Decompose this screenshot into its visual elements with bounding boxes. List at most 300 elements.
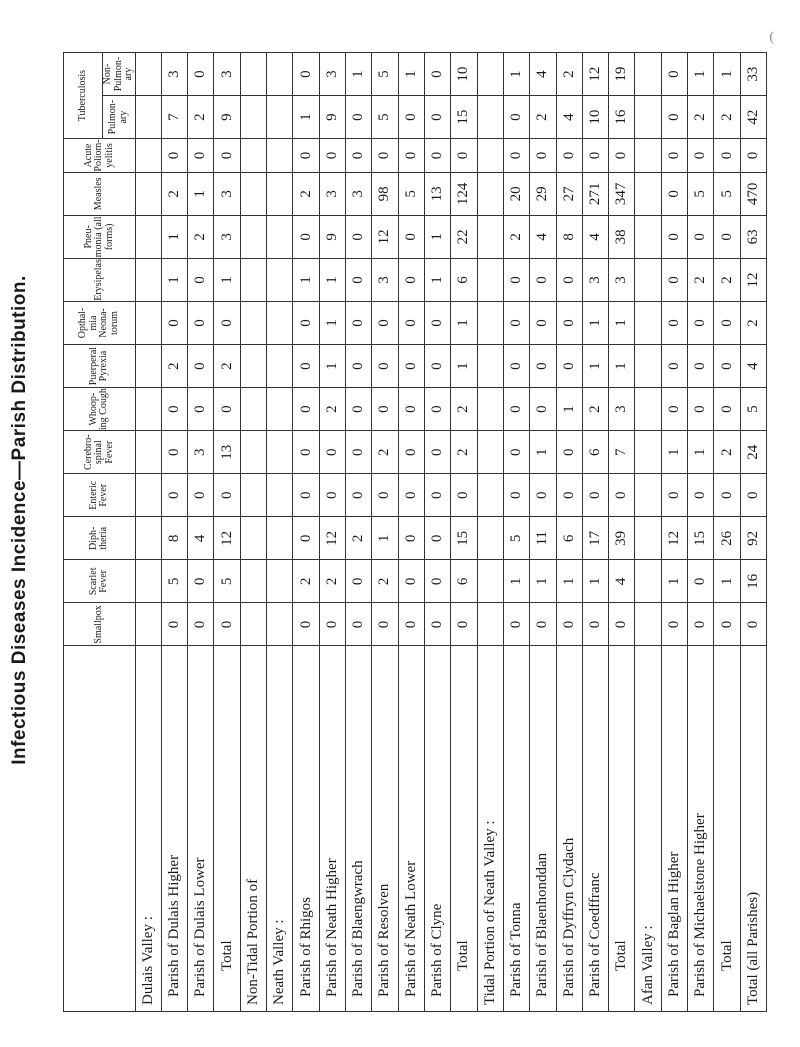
cell-enteric-fever: 0 xyxy=(530,474,556,517)
table-row xyxy=(451,53,477,1012)
cell-tb-pulmonary: 2 xyxy=(714,96,740,139)
cell-erysipelas: 1 xyxy=(424,258,450,301)
cell-whooping-cough: 3 xyxy=(609,388,635,431)
cell-pneumonia xyxy=(635,215,661,258)
cell-tb-pulmonary: 0 xyxy=(503,96,529,139)
cell-measles xyxy=(477,172,503,215)
cell-cerebrospinal-fever: 7 xyxy=(609,431,635,474)
cell-cerebrospinal-fever xyxy=(267,431,293,474)
cell-smallpox: 0 xyxy=(293,603,319,646)
cell-enteric-fever xyxy=(267,474,293,517)
cell-measles: 124 xyxy=(451,172,477,215)
cell-whooping-cough: 0 xyxy=(188,388,214,431)
cell-tb-non-pulmonary: 0 xyxy=(293,53,319,96)
cell-enteric-fever: 0 xyxy=(661,474,687,517)
cell-tb-non-pulmonary xyxy=(635,53,661,96)
cell-diphtheria: 15 xyxy=(451,517,477,560)
cell-diphtheria: 17 xyxy=(582,517,608,560)
cell-smallpox: 0 xyxy=(372,603,398,646)
cell-tb-non-pulmonary xyxy=(267,53,293,96)
table-row xyxy=(503,53,529,1012)
cell-whooping-cough xyxy=(135,388,161,431)
header-smallpox: Smallpox xyxy=(64,603,136,646)
cell-enteric-fever: 0 xyxy=(346,474,372,517)
cell-smallpox: 0 xyxy=(214,603,240,646)
cell-diphtheria: 12 xyxy=(319,517,345,560)
cell-diphtheria xyxy=(477,517,503,560)
row-label: Parish of Neath Higher xyxy=(319,646,345,1012)
cell-measles: 98 xyxy=(372,172,398,215)
cell-erysipelas: 6 xyxy=(451,258,477,301)
row-label: Parish of Dulais Lower xyxy=(188,646,214,1012)
side-title-text: Infectious Diseases Incidence—Parish Distribution. xyxy=(9,275,30,765)
cell-erysipelas xyxy=(135,258,161,301)
cell-diphtheria: 2 xyxy=(346,517,372,560)
row-label: Parish of Blaenhonddan xyxy=(530,646,556,1012)
cell-diphtheria xyxy=(267,517,293,560)
cell-erysipelas: 0 xyxy=(398,258,424,301)
cell-pneumonia xyxy=(135,215,161,258)
cell-smallpox: 0 xyxy=(609,603,635,646)
cell-measles xyxy=(635,172,661,215)
cell-tb-pulmonary xyxy=(135,96,161,139)
cell-pneumonia: 9 xyxy=(319,215,345,258)
cell-measles: 3 xyxy=(214,172,240,215)
cell-erysipelas: 3 xyxy=(609,258,635,301)
cell-tb-non-pulmonary: 3 xyxy=(319,53,345,96)
cell-acute-poliomyelitis: 0 xyxy=(398,139,424,173)
cell-pneumonia: 4 xyxy=(582,215,608,258)
cell-cerebrospinal-fever xyxy=(477,431,503,474)
cell-ophthalmia-neonatorum: 1 xyxy=(451,301,477,344)
cell-puerperal-pyrexia: 0 xyxy=(661,345,687,388)
cell-puerperal-pyrexia: 1 xyxy=(319,345,345,388)
cell-scarlet-fever: 2 xyxy=(293,560,319,603)
cell-acute-poliomyelitis: 0 xyxy=(609,139,635,173)
cell-erysipelas xyxy=(635,258,661,301)
row-label: Parish of Michaelstone Higher xyxy=(688,646,714,1012)
cell-smallpox: 0 xyxy=(319,603,345,646)
cell-pneumonia: 8 xyxy=(556,215,582,258)
table-row xyxy=(609,53,635,1012)
table-row xyxy=(661,53,687,1012)
cell-whooping-cough: 2 xyxy=(319,388,345,431)
cell-cerebrospinal-fever: 1 xyxy=(688,431,714,474)
cell-measles: 470 xyxy=(740,172,766,215)
cell-erysipelas: 3 xyxy=(372,258,398,301)
cell-ophthalmia-neonatorum: 1 xyxy=(319,301,345,344)
cell-measles: 29 xyxy=(530,172,556,215)
cell-diphtheria: 26 xyxy=(714,517,740,560)
cell-diphtheria: 1 xyxy=(372,517,398,560)
cell-tb-pulmonary xyxy=(477,96,503,139)
table-row xyxy=(267,53,293,1012)
cell-tb-pulmonary: 1 xyxy=(293,96,319,139)
cell-measles: 3 xyxy=(346,172,372,215)
row-label: Parish of Rhigos xyxy=(293,646,319,1012)
cell-measles: 5 xyxy=(714,172,740,215)
cell-tb-non-pulmonary xyxy=(477,53,503,96)
cell-enteric-fever: 0 xyxy=(714,474,740,517)
cell-cerebrospinal-fever: 0 xyxy=(503,431,529,474)
cell-diphtheria: 12 xyxy=(214,517,240,560)
cell-acute-poliomyelitis: 0 xyxy=(503,139,529,173)
cell-cerebrospinal-fever: 2 xyxy=(372,431,398,474)
cell-tb-non-pulmonary xyxy=(135,53,161,96)
cell-ophthalmia-neonatorum: 0 xyxy=(503,301,529,344)
cell-cerebrospinal-fever: 6 xyxy=(582,431,608,474)
cell-cerebrospinal-fever: 0 xyxy=(424,431,450,474)
cell-smallpox xyxy=(635,603,661,646)
cell-tb-pulmonary: 0 xyxy=(424,96,450,139)
cell-smallpox: 0 xyxy=(740,603,766,646)
cell-tb-pulmonary xyxy=(240,96,266,139)
cell-measles: 347 xyxy=(609,172,635,215)
cell-cerebrospinal-fever: 13 xyxy=(214,431,240,474)
cell-puerperal-pyrexia xyxy=(135,345,161,388)
cell-diphtheria: 0 xyxy=(398,517,424,560)
cell-smallpox: 0 xyxy=(714,603,740,646)
cell-ophthalmia-neonatorum: 0 xyxy=(424,301,450,344)
cell-tb-non-pulmonary: 0 xyxy=(424,53,450,96)
cell-ophthalmia-neonatorum xyxy=(240,301,266,344)
cell-acute-poliomyelitis: 0 xyxy=(346,139,372,173)
cell-diphtheria xyxy=(135,517,161,560)
cell-measles: 27 xyxy=(556,172,582,215)
cell-scarlet-fever: 1 xyxy=(714,560,740,603)
cell-tb-non-pulmonary: 1 xyxy=(714,53,740,96)
cell-puerperal-pyrexia xyxy=(240,345,266,388)
table-row xyxy=(477,53,503,1012)
cell-smallpox: 0 xyxy=(451,603,477,646)
cell-erysipelas: 12 xyxy=(740,258,766,301)
header-puerperal-pyrexia: Puerperal Pyrexia xyxy=(64,345,136,388)
cell-puerperal-pyrexia: 1 xyxy=(451,345,477,388)
cell-measles xyxy=(267,172,293,215)
cell-enteric-fever xyxy=(135,474,161,517)
row-label: Total xyxy=(214,646,240,1012)
cell-tb-pulmonary: 15 xyxy=(451,96,477,139)
cell-tb-pulmonary: 0 xyxy=(346,96,372,139)
cell-tb-non-pulmonary: 5 xyxy=(372,53,398,96)
cell-pneumonia: 4 xyxy=(530,215,556,258)
cell-enteric-fever: 0 xyxy=(188,474,214,517)
cell-cerebrospinal-fever: 0 xyxy=(398,431,424,474)
cell-puerperal-pyrexia: 0 xyxy=(398,345,424,388)
cell-cerebrospinal-fever: 0 xyxy=(293,431,319,474)
cell-enteric-fever: 0 xyxy=(424,474,450,517)
cell-cerebrospinal-fever: 3 xyxy=(188,431,214,474)
cell-puerperal-pyrexia: 0 xyxy=(346,345,372,388)
cell-acute-poliomyelitis xyxy=(135,139,161,173)
table-row xyxy=(740,53,766,1012)
cell-whooping-cough: 0 xyxy=(214,388,240,431)
cell-smallpox: 0 xyxy=(161,603,187,646)
cell-erysipelas: 1 xyxy=(319,258,345,301)
cell-acute-poliomyelitis: 0 xyxy=(688,139,714,173)
cell-whooping-cough: 1 xyxy=(556,388,582,431)
cell-tb-non-pulmonary: 3 xyxy=(214,53,240,96)
cell-tb-pulmonary xyxy=(267,96,293,139)
cell-cerebrospinal-fever xyxy=(135,431,161,474)
header-measles: Measles xyxy=(64,172,136,215)
cell-diphtheria: 4 xyxy=(188,517,214,560)
cell-scarlet-fever: 2 xyxy=(372,560,398,603)
cell-ophthalmia-neonatorum: 0 xyxy=(346,301,372,344)
cell-scarlet-fever: 2 xyxy=(319,560,345,603)
cell-acute-poliomyelitis: 0 xyxy=(740,139,766,173)
header-erysipelas: Erysipelas xyxy=(64,258,136,301)
cell-cerebrospinal-fever: 0 xyxy=(319,431,345,474)
cell-scarlet-fever: 0 xyxy=(424,560,450,603)
cell-diphtheria: 0 xyxy=(424,517,450,560)
cell-acute-poliomyelitis: 0 xyxy=(214,139,240,173)
cell-whooping-cough: 0 xyxy=(346,388,372,431)
cell-tb-pulmonary: 5 xyxy=(372,96,398,139)
cell-cerebrospinal-fever: 1 xyxy=(661,431,687,474)
cell-tb-non-pulmonary: 1 xyxy=(503,53,529,96)
row-label: Parish of Tonna xyxy=(503,646,529,1012)
table-row xyxy=(635,53,661,1012)
row-label: Parish of Coedffranc xyxy=(582,646,608,1012)
cell-acute-poliomyelitis: 0 xyxy=(424,139,450,173)
cell-pneumonia xyxy=(267,215,293,258)
cell-pneumonia: 0 xyxy=(398,215,424,258)
cell-tb-pulmonary: 16 xyxy=(609,96,635,139)
table-row xyxy=(424,53,450,1012)
cell-smallpox xyxy=(477,603,503,646)
cell-ophthalmia-neonatorum: 2 xyxy=(740,301,766,344)
cell-smallpox: 0 xyxy=(556,603,582,646)
cell-scarlet-fever xyxy=(477,560,503,603)
table-row xyxy=(188,53,214,1012)
cell-puerperal-pyrexia xyxy=(267,345,293,388)
cell-tb-pulmonary: 0 xyxy=(398,96,424,139)
cell-puerperal-pyrexia: 0 xyxy=(372,345,398,388)
cell-scarlet-fever: 0 xyxy=(346,560,372,603)
cell-pneumonia: 3 xyxy=(214,215,240,258)
table-row xyxy=(582,53,608,1012)
cell-tb-non-pulmonary: 1 xyxy=(688,53,714,96)
cell-erysipelas: 0 xyxy=(346,258,372,301)
cell-smallpox: 0 xyxy=(688,603,714,646)
cell-ophthalmia-neonatorum: 0 xyxy=(556,301,582,344)
cell-smallpox: 0 xyxy=(398,603,424,646)
cell-erysipelas: 0 xyxy=(503,258,529,301)
cell-scarlet-fever: 1 xyxy=(530,560,556,603)
cell-cerebrospinal-fever: 2 xyxy=(714,431,740,474)
cell-whooping-cough: 0 xyxy=(530,388,556,431)
row-label: Total xyxy=(451,646,477,1012)
header-cerebrospinal-fever: Cerebro-spinal Fever xyxy=(64,431,136,474)
cell-puerperal-pyrexia: 0 xyxy=(293,345,319,388)
cell-measles: 3 xyxy=(319,172,345,215)
cell-acute-poliomyelitis: 0 xyxy=(556,139,582,173)
cell-pneumonia: 0 xyxy=(688,215,714,258)
cell-enteric-fever: 0 xyxy=(556,474,582,517)
cell-acute-poliomyelitis xyxy=(477,139,503,173)
cell-puerperal-pyrexia: 0 xyxy=(530,345,556,388)
cell-ophthalmia-neonatorum: 0 xyxy=(530,301,556,344)
cell-acute-poliomyelitis: 0 xyxy=(661,139,687,173)
cell-ophthalmia-neonatorum: 1 xyxy=(582,301,608,344)
cell-erysipelas: 1 xyxy=(214,258,240,301)
cell-measles: 20 xyxy=(503,172,529,215)
cell-whooping-cough xyxy=(477,388,503,431)
cell-tb-non-pulmonary: 2 xyxy=(556,53,582,96)
table-row xyxy=(530,53,556,1012)
cell-erysipelas: 0 xyxy=(530,258,556,301)
cell-enteric-fever: 0 xyxy=(319,474,345,517)
cell-tb-pulmonary: 7 xyxy=(161,96,187,139)
cell-measles: 5 xyxy=(688,172,714,215)
cell-erysipelas: 3 xyxy=(582,258,608,301)
cell-whooping-cough: 2 xyxy=(451,388,477,431)
cell-diphtheria xyxy=(635,517,661,560)
cell-pneumonia: 12 xyxy=(372,215,398,258)
table-row xyxy=(372,53,398,1012)
cell-erysipelas: 2 xyxy=(688,258,714,301)
cell-enteric-fever: 0 xyxy=(451,474,477,517)
row-label: Dulais Valley : xyxy=(135,646,161,1012)
cell-pneumonia: 0 xyxy=(293,215,319,258)
header-ophthalmia-neonatorum: Opthal-mia Neona-torum xyxy=(64,301,136,344)
cell-pneumonia: 0 xyxy=(714,215,740,258)
cell-smallpox xyxy=(135,603,161,646)
cell-pneumonia: 63 xyxy=(740,215,766,258)
cell-ophthalmia-neonatorum: 0 xyxy=(398,301,424,344)
cell-smallpox: 0 xyxy=(503,603,529,646)
table-row xyxy=(161,53,187,1012)
row-label: Parish of Neath Lower xyxy=(398,646,424,1012)
cell-ophthalmia-neonatorum xyxy=(135,301,161,344)
cell-tb-pulmonary: 9 xyxy=(214,96,240,139)
row-label: Parish of Dyffryn Clydach xyxy=(556,646,582,1012)
cell-enteric-fever: 0 xyxy=(503,474,529,517)
cell-scarlet-fever xyxy=(240,560,266,603)
cell-tb-non-pulmonary: 33 xyxy=(740,53,766,96)
cell-tb-non-pulmonary: 12 xyxy=(582,53,608,96)
page-mark: ( xyxy=(769,30,774,45)
table-row xyxy=(214,53,240,1012)
cell-smallpox: 0 xyxy=(424,603,450,646)
cell-erysipelas: 0 xyxy=(556,258,582,301)
cell-tb-pulmonary: 2 xyxy=(188,96,214,139)
cell-puerperal-pyrexia: 4 xyxy=(740,345,766,388)
cell-acute-poliomyelitis: 0 xyxy=(319,139,345,173)
cell-acute-poliomyelitis xyxy=(240,139,266,173)
cell-tb-non-pulmonary: 1 xyxy=(346,53,372,96)
cell-whooping-cough: 0 xyxy=(372,388,398,431)
cell-erysipelas: 2 xyxy=(714,258,740,301)
cell-whooping-cough: 0 xyxy=(688,388,714,431)
cell-cerebrospinal-fever: 0 xyxy=(556,431,582,474)
cell-scarlet-fever: 1 xyxy=(582,560,608,603)
cell-scarlet-fever: 1 xyxy=(556,560,582,603)
row-label: Total xyxy=(714,646,740,1012)
cell-acute-poliomyelitis: 0 xyxy=(293,139,319,173)
cell-erysipelas xyxy=(477,258,503,301)
cell-enteric-fever: 0 xyxy=(293,474,319,517)
cell-whooping-cough: 2 xyxy=(582,388,608,431)
cell-scarlet-fever: 1 xyxy=(503,560,529,603)
header-tb-non-pulmonary: Non-Pulmon-ary xyxy=(103,53,136,96)
cell-diphtheria: 0 xyxy=(293,517,319,560)
cell-ophthalmia-neonatorum: 0 xyxy=(714,301,740,344)
cell-scarlet-fever: 4 xyxy=(609,560,635,603)
cell-smallpox: 0 xyxy=(661,603,687,646)
table-row xyxy=(556,53,582,1012)
header-diphtheria: Diph-theria xyxy=(64,517,136,560)
cell-puerperal-pyrexia: 0 xyxy=(714,345,740,388)
cell-scarlet-fever xyxy=(135,560,161,603)
cell-cerebrospinal-fever: 0 xyxy=(161,431,187,474)
cell-enteric-fever: 0 xyxy=(740,474,766,517)
cell-erysipelas xyxy=(240,258,266,301)
row-label: Parish of Clyne xyxy=(424,646,450,1012)
cell-enteric-fever xyxy=(635,474,661,517)
cell-puerperal-pyrexia: 0 xyxy=(424,345,450,388)
row-label: Parish of Dulais Higher xyxy=(161,646,187,1012)
cell-measles: 2 xyxy=(293,172,319,215)
cell-cerebrospinal-fever xyxy=(240,431,266,474)
cell-tb-non-pulmonary: 4 xyxy=(530,53,556,96)
cell-smallpox: 0 xyxy=(188,603,214,646)
cell-puerperal-pyrexia: 2 xyxy=(214,345,240,388)
cell-tb-pulmonary: 4 xyxy=(556,96,582,139)
table-row xyxy=(240,53,266,1012)
cell-diphtheria: 12 xyxy=(661,517,687,560)
cell-measles: 0 xyxy=(661,172,687,215)
cell-cerebrospinal-fever: 2 xyxy=(451,431,477,474)
cell-tb-non-pulmonary: 3 xyxy=(161,53,187,96)
cell-tb-non-pulmonary: 0 xyxy=(661,53,687,96)
cell-pneumonia: 22 xyxy=(451,215,477,258)
cell-tb-pulmonary: 2 xyxy=(688,96,714,139)
cell-scarlet-fever: 0 xyxy=(398,560,424,603)
cell-enteric-fever: 0 xyxy=(372,474,398,517)
cell-pneumonia: 2 xyxy=(188,215,214,258)
header-acute-poliomyelitis: Acute Poliom-yelitis xyxy=(64,139,136,173)
cell-tb-pulmonary xyxy=(635,96,661,139)
cell-ophthalmia-neonatorum: 0 xyxy=(688,301,714,344)
cell-tb-pulmonary: 42 xyxy=(740,96,766,139)
cell-measles: 5 xyxy=(398,172,424,215)
cell-smallpox: 0 xyxy=(346,603,372,646)
cell-whooping-cough: 0 xyxy=(161,388,187,431)
cell-pneumonia: 0 xyxy=(346,215,372,258)
cell-measles xyxy=(135,172,161,215)
cell-ophthalmia-neonatorum: 0 xyxy=(188,301,214,344)
cell-puerperal-pyrexia: 1 xyxy=(609,345,635,388)
row-label: Parish of Blaengwrach xyxy=(346,646,372,1012)
cell-enteric-fever: 0 xyxy=(688,474,714,517)
cell-tb-pulmonary: 9 xyxy=(319,96,345,139)
cell-acute-poliomyelitis xyxy=(267,139,293,173)
cell-enteric-fever: 0 xyxy=(609,474,635,517)
cell-whooping-cough: 0 xyxy=(398,388,424,431)
cell-pneumonia: 0 xyxy=(661,215,687,258)
cell-scarlet-fever: 0 xyxy=(688,560,714,603)
header-pneumonia: Pneu-monia (all forms) xyxy=(64,215,136,258)
cell-whooping-cough: 0 xyxy=(661,388,687,431)
row-label: Non-Tidal Portion of xyxy=(240,646,266,1012)
header-scarlet-fever: Scarlet Fever xyxy=(64,560,136,603)
table-row xyxy=(714,53,740,1012)
cell-scarlet-fever: 6 xyxy=(451,560,477,603)
cell-scarlet-fever: 16 xyxy=(740,560,766,603)
cell-measles: 1 xyxy=(188,172,214,215)
